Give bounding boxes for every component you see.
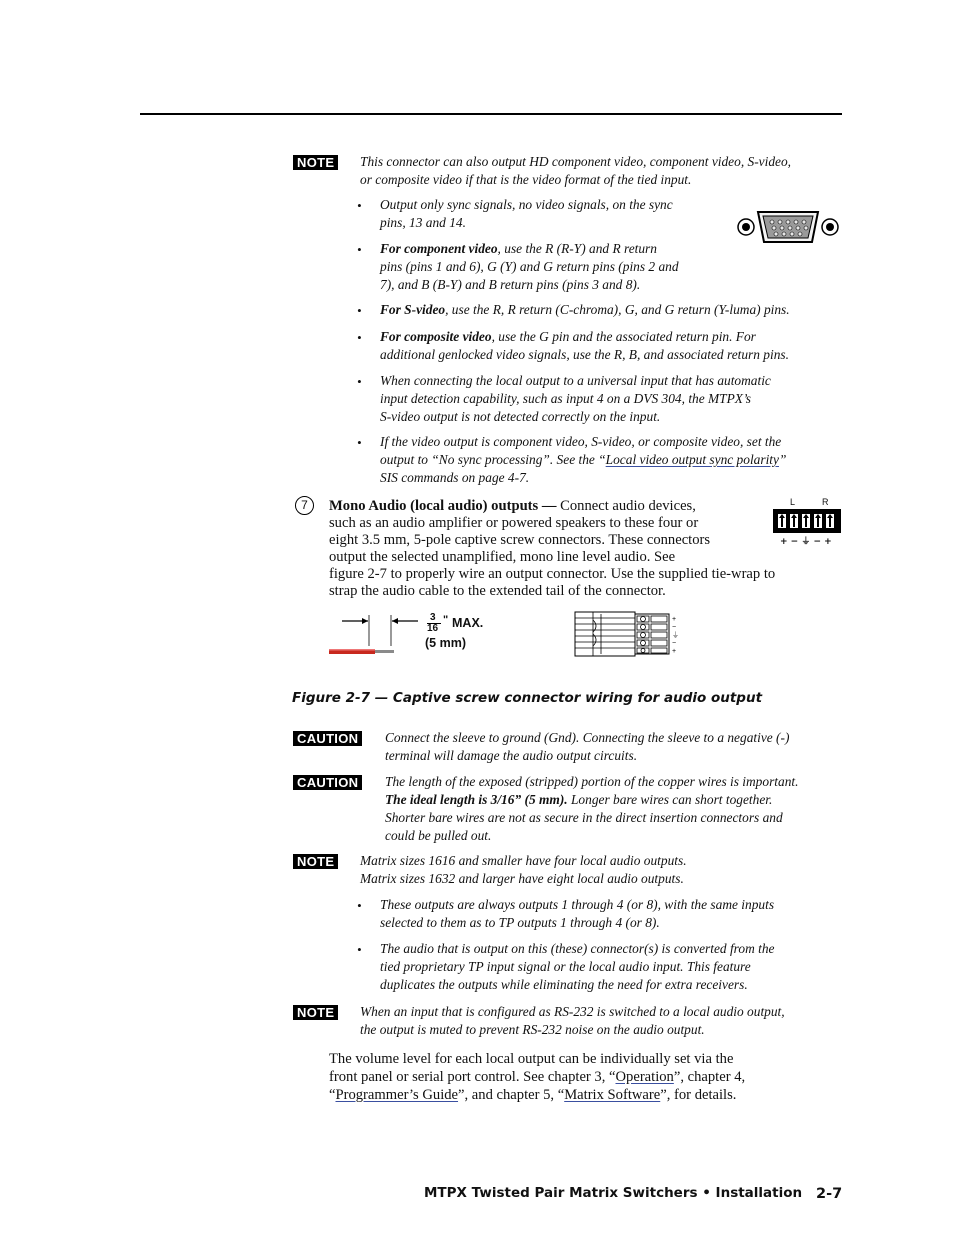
caution-text: The length of the exposed (stripped) portion of the copper wires is important. The ideal length is 3/16” (5 mm). Longer bare wires can short together. Shorter bare wires are not as secure in the direct insertion connectors and could be pulled out. (385, 774, 799, 843)
sync-polarity-link[interactable]: Local video output sync polarity (605, 452, 779, 467)
list-item: For component video, use the R (R-Y) and R return pins (pins 1 and 6), G (Y) and G return pins (pins 2 and 7), and B (B-Y) and B return pins (pins 3 and 8). (380, 241, 679, 292)
bullet-icon: • (357, 942, 362, 957)
bullet-icon: • (357, 330, 362, 345)
svg-text:⏚: ⏚ (672, 632, 679, 639)
audio-outputs-paragraph: Mono Audio (local audio) outputs — Connect audio devices, such as an audio amplifier or powered speakers to these four or eight 3.5 mm, 5-pole captive screw connectors. These connectors output the selected unamplified, mono line level audio. See figure 2-7 to properly wire an output connector. Use the supplied tie-wrap to strap the audio cable to the extended tail of the connector. (329, 498, 776, 599)
matrix-software-link[interactable]: Matrix Software (564, 1087, 661, 1103)
note-badge: NOTE (293, 1005, 338, 1020)
caution-badge: CAUTION (293, 731, 362, 746)
operation-link[interactable]: Operation (615, 1069, 674, 1085)
svg-text:+: + (672, 648, 677, 655)
list-item: When connecting the local output to a universal input that has automatic input detection capability, such as input 4 on a DVS 304, the MTPX’s S-video output is not detected correctly on the input. (380, 373, 771, 424)
svg-text:+: + (672, 616, 677, 623)
bullet-icon: • (357, 303, 362, 318)
bullet-icon: • (357, 435, 362, 450)
captive-screw-connector (772, 497, 844, 547)
note-badge: NOTE (293, 854, 338, 869)
programmers-guide-link[interactable]: Programmer’s Guide (335, 1087, 459, 1103)
left-channel-label: L (790, 497, 796, 507)
note-text: This connector can also output HD component video, component video, S-video, or composite video if that is the video format of the tied input. (360, 154, 792, 187)
svg-text:−: − (672, 624, 677, 631)
bullet-icon: • (357, 374, 362, 389)
list-item: If the video output is component video, S-video, or composite video, set the output to “No sync processing”. See the “Local video output sync polarity” SIS commands on page 4-7. (380, 434, 787, 485)
bullet-icon: • (357, 898, 362, 913)
right-channel-label: R (822, 497, 829, 507)
svg-text:−: − (672, 640, 677, 647)
list-item: The audio that is output on this (these) connector(s) is converted from the tied proprietary TP input signal or the local audio input. This feature duplicates the outputs while eliminating the need for extra receivers. (380, 941, 775, 992)
list-item: For composite video, use the G pin and the associated return pin. For additional genlocked video signals, use the R, B, and associated return pins. (380, 329, 789, 362)
bullet-icon: • (357, 242, 362, 257)
list-item: For S-video, use the R, R return (C-chroma), G, and G return (Y-luma) pins. (380, 302, 790, 317)
bullet-icon: • (357, 198, 362, 213)
item-number: 7 (295, 496, 314, 515)
stripped-wire-diagram (328, 612, 418, 658)
note-text: Matrix sizes 1616 and smaller have four local audio outputs. Matrix sizes 1632 and larger have eight local audio outputs. (360, 853, 687, 886)
terminal-block-icon (772, 508, 844, 535)
caution-text: Connect the sleeve to ground (Gnd). Connecting the sleeve to a negative (-) terminal will damage the audio output circuits. (385, 730, 790, 763)
figure-caption: Figure 2-7 — Captive screw connector wiring for audio output (292, 690, 763, 706)
list-item: Output only sync signals, no video signals, on the sync pins, 13 and 14. (380, 197, 673, 230)
vga-connector-icon (736, 208, 840, 246)
note-text: When an input that is configured as RS-232 is switched to a local audio output, the output is muted to prevent RS-232 noise on the audio output. (360, 1004, 785, 1037)
footer-title: MTPX Twisted Pair Matrix Switchers • Installation (424, 1185, 803, 1201)
page-number: 2-7 (816, 1186, 843, 1202)
polarity-labels: + − ⏚ − + (780, 537, 832, 547)
header-rule (140, 113, 842, 115)
list-item: These outputs are always outputs 1 through 4 (or 8), with the same inputs selected to them as to TP outputs 1 through 4 (or 8). (380, 897, 775, 930)
note-badge: NOTE (293, 155, 338, 170)
closing-paragraph: The volume level for each local output can be individually set via the front panel or serial port control. See chapter 3, “Operation”, chapter 4, “Programmer’s Guide”, and chapter 5, “Matrix Software”, for details. (329, 1051, 746, 1103)
connector-wiring-diagram (573, 610, 681, 658)
caution-badge: CAUTION (293, 775, 362, 790)
